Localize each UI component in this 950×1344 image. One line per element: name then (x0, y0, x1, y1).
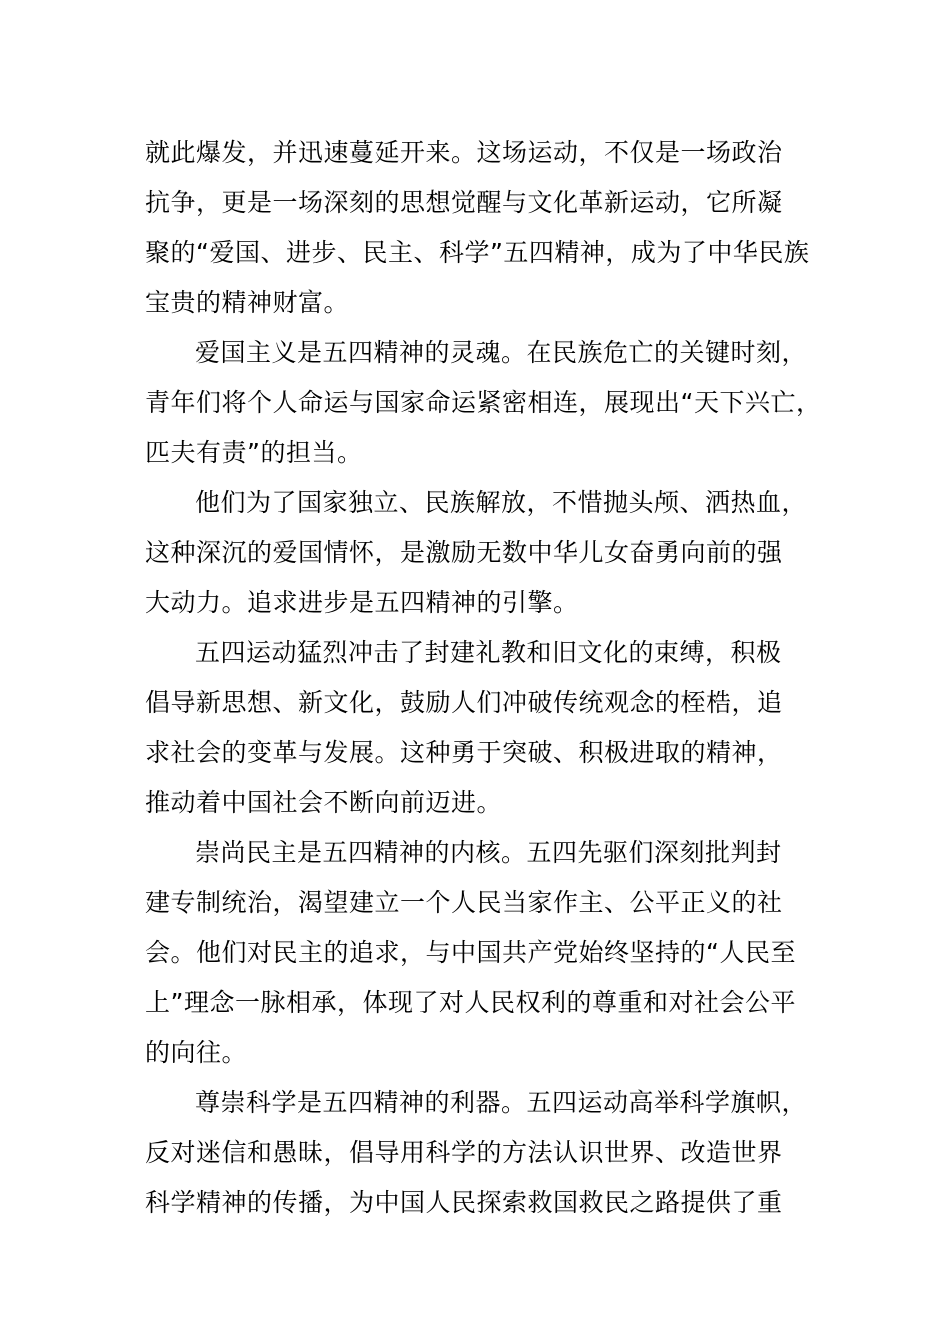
text-line: 上”理念一脉相承，体现了对人民权利的尊重和对社会公平 (145, 988, 796, 1017)
text-line: 倡导新思想、新文化，鼓励人们冲破传统观念的桎梏，追 (145, 688, 783, 717)
text-line: 大动力。追求进步是五四精神的引擎。 (145, 588, 579, 617)
paragraph-first-line: 爱国主义是五四精神的灵魂。在民族危亡的关键时刻， (195, 338, 808, 367)
text-line: 宝贵的精神财富。 (145, 288, 350, 317)
document-body (145, 128, 835, 1228)
text-line: 的向往。 (145, 1038, 248, 1067)
text-line: 推动着中国社会不断向前迈进。 (145, 788, 503, 817)
text-line: 这种深沉的爱国情怀，是激励无数中华儿女奋勇向前的强 (145, 538, 783, 567)
text-line: 会。他们对民主的追求，与中国共产党始终坚持的“人民至 (145, 938, 796, 967)
text-line: 反对迷信和愚昧，倡导用科学的方法认识世界、改造世界 (145, 1138, 783, 1167)
text-line: 聚的“爱国、进步、民主、科学”五四精神，成为了中华民族 (145, 238, 810, 267)
text-line: 抗争，更是一场深刻的思想觉醒与文化革新运动，它所凝 (145, 188, 783, 217)
text-line: 建专制统治，渴望建立一个人民当家作主、公平正义的社 (145, 888, 783, 917)
paragraph-first-line: 五四运动猛烈冲击了封建礼教和旧文化的束缚，积极 (195, 638, 782, 667)
text-line: 匹夫有责”的担当。 (145, 438, 363, 467)
paragraph-first-line: 尊崇科学是五四精神的利器。五四运动高举科学旗帜， (195, 1088, 808, 1117)
text-line: 科学精神的传播，为中国人民探索救国救民之路提供了重 (145, 1188, 783, 1217)
text-line: 求社会的变革与发展。这种勇于突破、积极进取的精神， (145, 738, 783, 767)
paragraph-first-line: 崇尚民主是五四精神的内核。五四先驱们深刻批判封 (195, 838, 782, 867)
text-line: 青年们将个人命运与国家命运紧密相连，展现出“天下兴亡， (145, 388, 822, 417)
paragraph-first-line: 他们为了国家独立、民族解放，不惜抛头颅、洒热血， (195, 488, 808, 517)
text-line: 就此爆发，并迅速蔓延开来。这场运动，不仅是一场政治 (145, 138, 783, 167)
